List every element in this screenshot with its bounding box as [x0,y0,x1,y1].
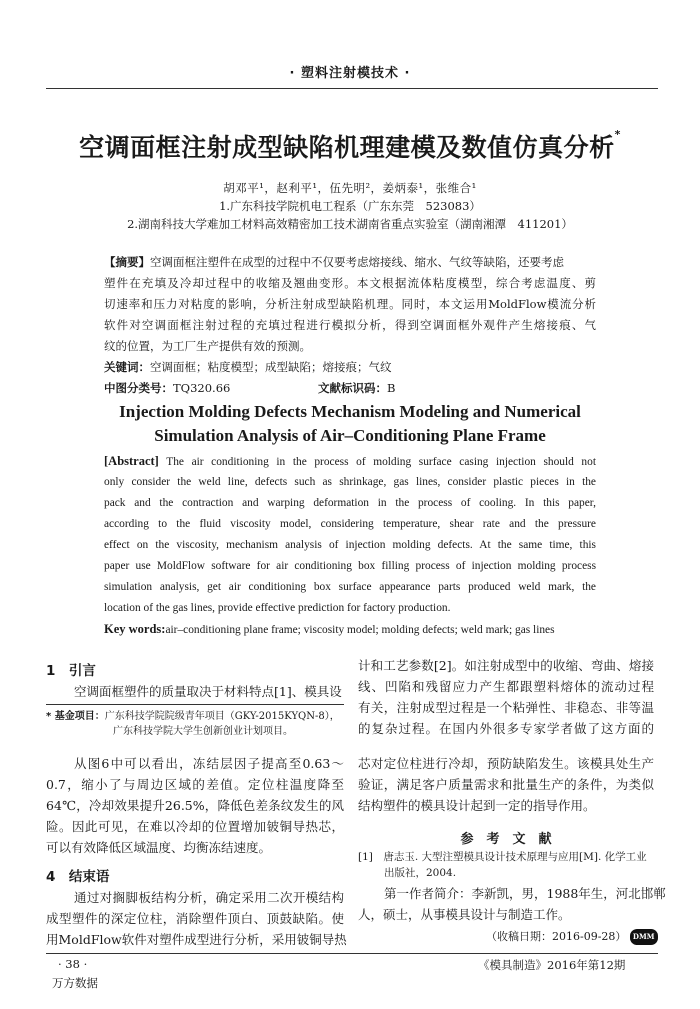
right-top-line-4: 的复杂过程。在国内外很多专家学者做了这方面的 [358,721,654,736]
affiliation-2: 2.湖南科技大学难加工材料高效精密加工技术湖南省重点实验室（湖南湘潭 411201） [127,217,573,231]
journal-issue: 《模具制造》2016年第12期 [478,958,626,972]
section-4-line-3: 用MoldFlow软件对塑件成型进行分析，采用铍铜导热 [46,932,347,947]
fund-label: * 基金项目： [46,711,105,722]
doc-code-value: B [387,381,396,395]
section-1-line-1: 空调面框塑件的质量取决于材料特点[1]、模具设 [74,684,342,699]
title-en-line-1: Injection Molding Defects Mechanism Modeling and Numerical [119,402,581,421]
fund-note [46,710,340,724]
doc-code-label: 文献标识码： [318,381,387,395]
abstract-en-line-8: location of the gas lines, provide effective prediction for factory production. [104,602,451,614]
affiliation-1: 1.广东科技学院机电工程系（广东东莞 523083） [219,199,481,213]
abstract-cn-line-5: 纹的位置，为工厂生产提供有效的预测。 [104,339,311,353]
end-mark-icon: DMM [630,929,658,945]
title-text: 空调面框注射成型缺陷机理建模及数值仿真分析 [79,133,615,162]
section-4-heading: 4 结束语 [46,869,110,885]
right-top-line-1: 计和工艺参数[2]。如注射成型中的收缩、弯曲、熔接 [358,658,654,673]
left-bottom-line-5: 可以有效降低区域温度、均衡冻结速度。 [46,840,272,855]
abstract-en-line-2: only consider the weld line, defects such as shrinkage, gas lines, consider plastic pieces in the [104,476,596,488]
abstract-en-line-3: pack and the contraction and warping deformation in the process of cooling. In this paper, [104,497,596,509]
right-bottom-line-1: 芯对定位柱进行冷却，预防缺陷发生。该模具处生产 [358,756,654,771]
right-bottom-line-2: 验证，满足客户质量需求和批量生产的条件，为类似 [358,777,654,792]
abstract-en-line-7: simulation analysis, get air conditioning box surface appearance parts produced weld mark, the [104,581,596,593]
left-bottom-line-2: 0.7，缩小了与周边区域的差值。定位柱温度降至 [46,777,344,792]
header-rule [46,88,658,89]
clc-value: TQ320.66 [173,381,231,395]
abstract-en-line-1: [Abstract] The air conditioning in the process of molding surface casing injection should not [104,454,596,468]
title-en-line-2: Simulation Analysis of Air–Conditioning Plane Frame [154,426,546,445]
abstract-cn-label: 【摘要】 [104,255,150,269]
right-top-line-3: 有关，注射成型过程是一个粘弹性、非稳态、非等温 [358,700,654,715]
keywords-en [104,622,555,637]
section-4-line-2: 成型塑件的深定位柱，消除塑件顶白、顶鼓缺陷。使 [46,911,344,926]
left-bottom-line-1: 从图6中可以看出，冻结层因子提高至0.63～ [74,756,344,771]
received-date [486,929,658,945]
keywords-cn [104,360,392,374]
abstract-en-line-4: according to the fluid viscosity model, considering temperature, shear rate and the pressure [104,518,596,530]
references-heading: 参 考 文 献 [460,832,552,847]
section-1-heading: 1 引言 [46,663,96,679]
document-code [318,381,395,395]
source-watermark: 万方数据 [52,976,98,990]
abstract-cn-line-3: 切速率和压力对粘度的影响，分析注射成型缺陷机理。同时，本文运用MoldFlow模流分析 [104,297,596,311]
abstract-en-line-5: effect on the viscosity, mechanism analysis of injection molding defects. At the same time, this [104,539,596,551]
reference-1-line-1: [1] 唐志玉. 大型注塑模具设计技术原理与应用[M]. 化学工业 [358,851,647,863]
left-bottom-line-3: 64℃，冷却效果提升26.5%，降低色差条纹发生的风 [46,798,344,813]
clc-number [104,381,230,395]
running-header: · 塑料注射模技术 · [289,66,411,81]
section-4-line-1: 通过对搁脚板结构分析，确定采用二次开模结构 [74,890,344,905]
fund-line-2: 广东科技学院大学生创新创业计划项目。 [113,726,293,737]
abstract-en-label: [Abstract] [104,454,159,468]
abstract-cn-line-1: 【摘要】空调面框注塑件在成型的过程中不仅要考虑熔接线、缩水、气纹等缺陷，还要考虑 [104,255,564,269]
left-bottom-line-4: 险。因此可见，在难以冷却的位置增加铍铜导热芯， [46,819,344,834]
right-bottom-line-3: 结构塑件的模具设计起到一定的指导作用。 [358,798,596,813]
page-title [0,128,700,164]
abstract-cn-line-4: 软件对空调面框注射过程的充填过程进行模拟分析，得到空调面框外观件产生熔接痕、气 [104,318,596,332]
reference-1-line-2: 出版社，2004. [384,867,457,879]
footer-rule [46,953,658,954]
fund-line-1: 广东科技学院院级青年项目（GKY-2015KYQN-8）， [104,711,340,722]
footnote-rule [46,704,344,705]
abstract-en-line-6: paper use MoldFlow software for air conditioning box filling process of injection molding process [104,560,596,572]
right-top-line-2: 线、凹陷和残留应力产生都跟塑料熔体的流动过程 [358,679,654,694]
author-bio-line-1: 第一作者简介：李新凯，男，1988年生，河北邯郸 [384,886,666,901]
abstract-cn-line-2: 塑件在充填及冷却过程中的收缩及翘曲变形。本文根据流体粘度模型，综合考虑温度、剪 [104,276,596,290]
received-date-text: （收稿日期：2016-09-28） [486,930,627,943]
clc-label: 中图分类号： [104,381,173,395]
page-number: · 38 · [58,957,88,971]
author-bio-line-2: 人，硕士，从事模具设计与制造工作。 [358,907,571,922]
authors: 胡邓平¹，赵利平¹，伍先明²，姜炳泰¹，张维合¹ [223,181,477,195]
title-footnote-mark: * [614,128,621,141]
article-separator [46,741,658,747]
keywords-en-label: Key words: [104,622,166,636]
keywords-en-text: air–conditioning plane frame; viscosity model; molding defects; weld mark; gas lines [165,624,555,636]
keywords-cn-label: 关键词： [104,360,150,374]
keywords-cn-text: 空调面框；粘度模型；成型缺陷；熔接痕；气纹 [150,360,392,374]
